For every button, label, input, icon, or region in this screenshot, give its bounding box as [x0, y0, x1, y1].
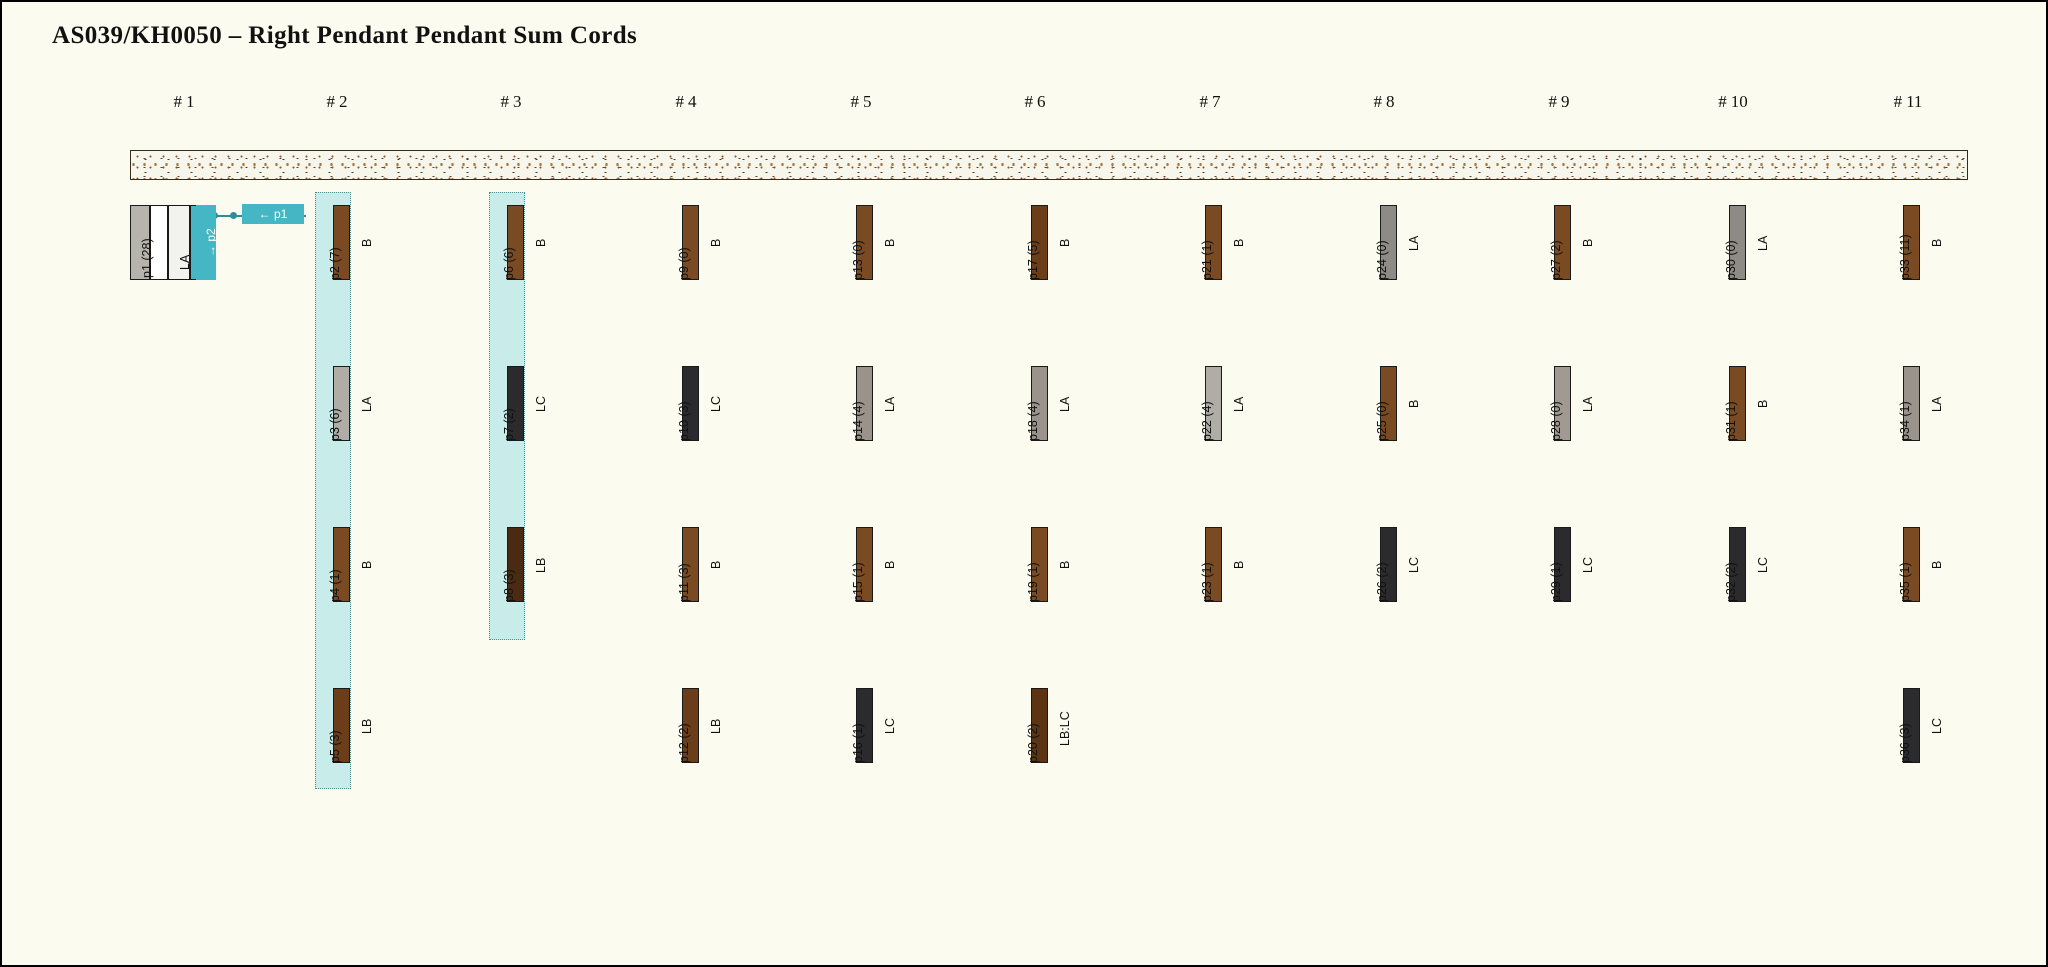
column-number: 10 — [1730, 92, 1748, 111]
cord-value-p19: B — [1058, 560, 1072, 569]
cord-value-p24: LA — [1407, 235, 1421, 251]
hash-symbol: # — [1548, 92, 1557, 111]
cord-id-p19: p19 (1) — [1026, 562, 1040, 602]
cord-id-p8: p8 (3) — [502, 569, 516, 602]
cord-id-p26: p26 (2) — [1375, 562, 1389, 602]
cord-id-p28: p28 (0) — [1549, 401, 1563, 441]
cord-value-p5: LB — [360, 718, 374, 734]
cord-id-p7: p7 (2) — [502, 408, 516, 441]
cord-id-p1: p1 (28) — [140, 238, 154, 278]
cord-value-p25: B — [1407, 399, 1421, 408]
cord-value-p15: B — [883, 560, 897, 569]
cord-value-p20: LB:LC — [1058, 710, 1072, 746]
cord-value-p10: LC — [709, 395, 723, 412]
cord-id-p10: p10 (3) — [677, 401, 691, 441]
cord-value-p2: B — [360, 238, 374, 247]
hash-symbol: # — [675, 92, 684, 111]
cord-id-p21: p21 (1) — [1200, 240, 1214, 280]
cord-id-p35: p35 (1) — [1898, 562, 1912, 602]
cord-value-p30: LA — [1756, 235, 1770, 251]
hash-symbol: # — [1893, 92, 1903, 111]
hash-symbol: # — [173, 92, 182, 111]
cord-value-p31: B — [1756, 399, 1770, 408]
column-label-11 — [1894, 92, 1923, 112]
cord-value-p16: LC — [883, 717, 897, 734]
tag-p2[interactable]: → p2 — [196, 205, 216, 280]
cord-value-p12: LB — [709, 718, 723, 734]
column-label-10 — [1718, 92, 1748, 112]
cord-value-p8: LB — [534, 557, 548, 573]
cord-id-p32: p32 (2) — [1724, 562, 1738, 602]
cord-value-p9: B — [709, 238, 723, 247]
cord-value-p6: B — [534, 238, 548, 247]
column-label-9 — [1549, 92, 1570, 112]
cord-id-p29: p29 (1) — [1549, 562, 1563, 602]
cord-value-p13: B — [883, 238, 897, 247]
column-number: 4 — [688, 92, 697, 111]
column-number: 11 — [1906, 92, 1923, 111]
cord-value-p34: LA — [1930, 396, 1944, 412]
cord-value-p3: LA — [360, 396, 374, 412]
tag-p1[interactable]: ← p1 — [242, 204, 304, 224]
column-number: 3 — [513, 92, 522, 111]
cord-value-p36: LC — [1930, 717, 1944, 734]
cord-id-p20: p20 (2) — [1026, 723, 1040, 763]
cord-value-p21: B — [1232, 238, 1246, 247]
cord-value-p14: LA — [883, 396, 897, 412]
cord-id-p30: p30 (0) — [1724, 240, 1738, 280]
hash-symbol: # — [1024, 92, 1033, 111]
cord-id-p12: p12 (2) — [677, 723, 691, 763]
column-number: 7 — [1212, 92, 1221, 111]
cord-value-p27: B — [1581, 238, 1595, 247]
cord-id-p2: p2 (7) — [328, 247, 342, 280]
connector-dot-right — [230, 212, 237, 219]
cord-value-p29: LC — [1581, 556, 1595, 573]
column-label-7 — [1200, 92, 1221, 112]
column-number: 2 — [339, 92, 348, 111]
cord-id-p6: p6 (6) — [502, 247, 516, 280]
hash-symbol: # — [850, 92, 859, 111]
cord-id-p3: p3 (6) — [328, 408, 342, 441]
cord-id-p34: p34 (1) — [1898, 401, 1912, 441]
cord-value-p22: LA — [1232, 396, 1246, 412]
cord-id-p18: p18 (4) — [1026, 401, 1040, 441]
cord-id-p27: p27 (2) — [1549, 240, 1563, 280]
column-number: 9 — [1561, 92, 1570, 111]
cord-id-p23: p23 (1) — [1200, 562, 1214, 602]
cord-id-p25: p25 (0) — [1375, 401, 1389, 441]
hash-symbol: # — [1373, 92, 1382, 111]
cord-id-p36: p36 (3) — [1898, 723, 1912, 763]
cord-id-p9: p9 (0) — [677, 247, 691, 280]
cord-value-p7: LC — [534, 395, 548, 412]
cord-value-p35: B — [1930, 560, 1944, 569]
column-label-4 — [676, 92, 697, 112]
cord-value-p11: B — [709, 560, 723, 569]
column-number: 1 — [186, 92, 195, 111]
cord-value-p32: LC — [1756, 556, 1770, 573]
cord-id-p16: p16 (1) — [851, 723, 865, 763]
primary-cord — [130, 150, 1968, 180]
cord-value-p28: LA — [1581, 396, 1595, 412]
column-label-6 — [1025, 92, 1046, 112]
column-label-3 — [501, 92, 522, 112]
cord-id-p13: p13 (0) — [851, 240, 865, 280]
cord-id-p14: p14 (4) — [851, 401, 865, 441]
hash-symbol: # — [1199, 92, 1208, 111]
cord-id-p22: p22 (4) — [1200, 401, 1214, 441]
cord-value-p4: B — [360, 560, 374, 569]
hash-symbol: # — [1718, 92, 1727, 111]
cord-id-p31: p31 (1) — [1724, 401, 1738, 441]
cord-value-p1: LA — [178, 254, 192, 270]
cord-id-p17: p17 (5) — [1026, 240, 1040, 280]
cord-id-p5: p5 (3) — [328, 730, 342, 763]
hash-symbol: # — [500, 92, 509, 111]
cord-value-p17: B — [1058, 238, 1072, 247]
column-label-1 — [174, 92, 195, 112]
column-label-5 — [851, 92, 872, 112]
cord-id-p11: p11 (3) — [677, 563, 691, 602]
cord-id-p24: p24 (0) — [1375, 240, 1389, 280]
column-number: 6 — [1037, 92, 1046, 111]
hash-symbol: # — [326, 92, 335, 111]
cord-id-p15: p15 (1) — [851, 562, 865, 602]
cord-value-p26: LC — [1407, 556, 1421, 573]
column-label-2 — [327, 92, 348, 112]
cord-value-p23: B — [1232, 560, 1246, 569]
cord-value-p18: LA — [1058, 396, 1072, 412]
column-label-8 — [1374, 92, 1395, 112]
cord-value-p33: B — [1930, 238, 1944, 247]
cord-id-p33: p33 (11) — [1898, 234, 1912, 280]
column-number: 8 — [1386, 92, 1395, 111]
cord-id-p4: p4 (1) — [328, 569, 342, 602]
page-title: AS039/KH0050 – Right Pendant Pendant Sum Cords — [52, 22, 638, 49]
column-number: 5 — [863, 92, 872, 111]
